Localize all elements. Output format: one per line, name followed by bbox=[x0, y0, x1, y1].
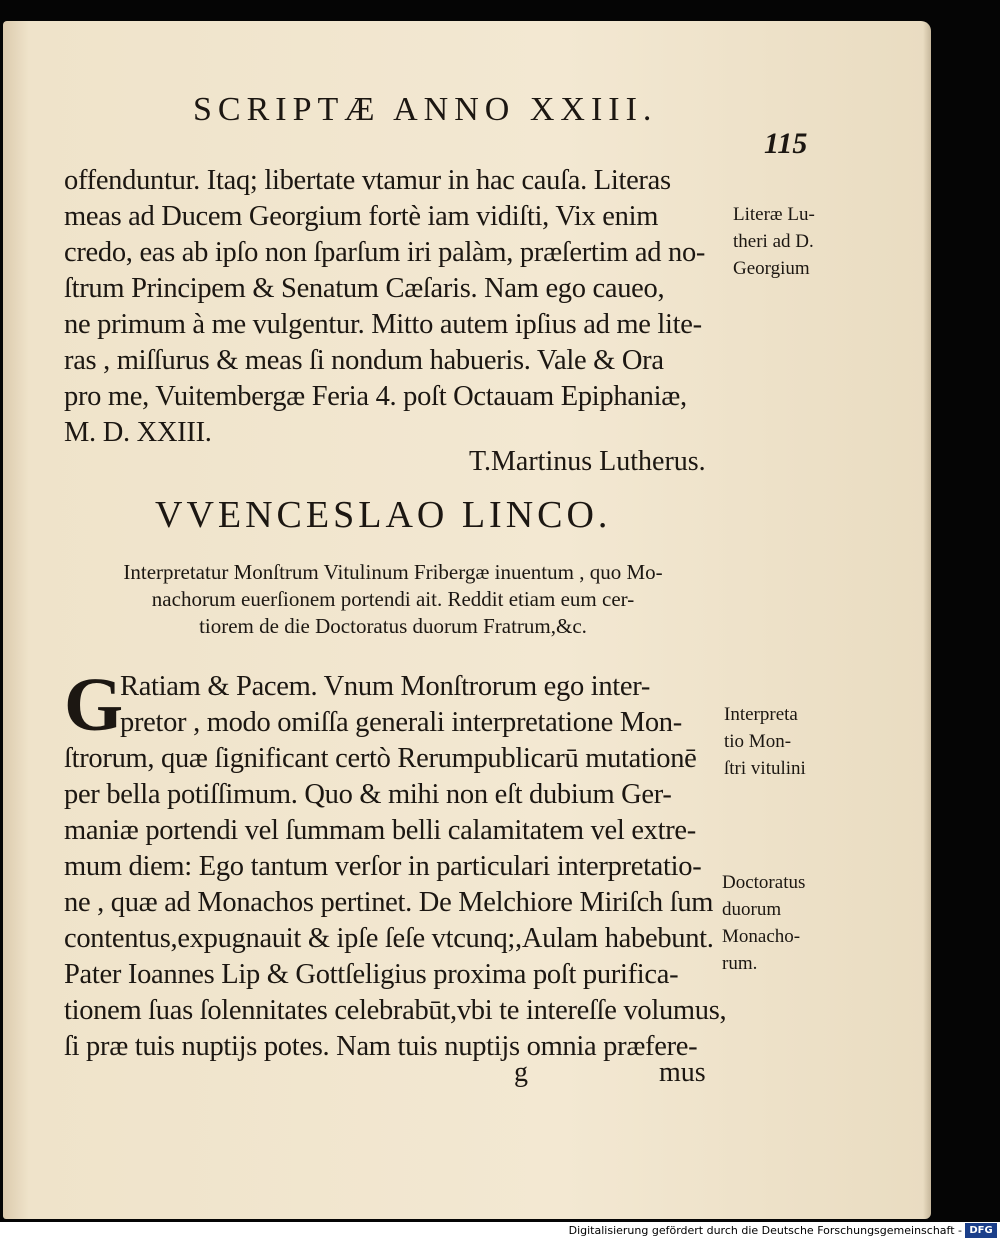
marginal-line: tio Mon- bbox=[724, 731, 792, 752]
text-line: tionem ſuas ſolennitates celebrabūt,vbi te intereſſe volumus, bbox=[64, 995, 727, 1026]
marginal-line: Interpreta bbox=[724, 704, 798, 725]
text-line: mum diem: Ego tantum verſor in particulari interpretatio- bbox=[64, 851, 702, 882]
text-line: maniæ portendi vel ſummam belli calamitatem vel extre- bbox=[64, 815, 696, 846]
marginal-note-literae bbox=[733, 201, 815, 282]
text-line: ſtrorum, quæ ſignificant certò Rerumpublicarū mutationē bbox=[64, 743, 697, 774]
drop-capital: G bbox=[64, 663, 124, 747]
marginal-note-interpretatio bbox=[724, 701, 806, 782]
text-line: pro me, Vuitembergæ Feria 4. poſt Octauam Epiphaniæ, bbox=[64, 381, 687, 412]
summary-line: Interpretatur Monſtrum Vitulinum Fribergæ inuentum , quo Mo- bbox=[123, 560, 663, 584]
letter-2-heading: VVENCESLAO LINCO. bbox=[155, 494, 612, 536]
running-head: SCRIPTÆ ANNO XXIII. bbox=[193, 91, 658, 128]
text-line: offenduntur. Itaq; libertate vtamur in hac cauſa. Literas bbox=[64, 165, 671, 196]
text-line: ſtrum Principem & Senatum Cæſaris. Nam ego caueo, bbox=[64, 273, 665, 304]
text-line: ne , quæ ad Monachos pertinet. De Melchiore Miriſch ſum bbox=[64, 887, 714, 918]
book-page bbox=[3, 21, 931, 1219]
letter-1-signature: T.Martinus Lutherus. bbox=[469, 446, 706, 477]
text-line: ne primum à me vulgentur. Mitto autem ipſius ad me lite- bbox=[64, 309, 702, 340]
letter-1-body bbox=[64, 163, 732, 451]
marginal-line: rum. bbox=[722, 953, 758, 974]
summary-line: nachorum euerſionem portendi ait. Reddit etiam eum cer- bbox=[151, 587, 635, 611]
marginal-line: Georgium bbox=[733, 258, 810, 279]
letter-2-summary bbox=[73, 559, 713, 640]
marginal-note-doctoratus bbox=[722, 869, 805, 977]
text-line: ras , miſſurus & meas ſi nondum habueris. Vale & Ora bbox=[64, 345, 664, 376]
page-number: 115 bbox=[764, 127, 808, 160]
marginal-line: Doctoratus bbox=[722, 872, 806, 893]
marginal-line: Literæ Lu- bbox=[733, 204, 815, 225]
text-line: per bella potiſſimum. Quo & mihi non eſt dubium Ger- bbox=[64, 779, 672, 810]
text-line: M. D. XXIII. bbox=[64, 417, 212, 448]
text-line: ſi præ tuis nuptijs potes. Nam tuis nuptijs omnia præfere- bbox=[64, 1031, 698, 1062]
text-line: pretor , modo omiſſa generali interpretatione Mon- bbox=[120, 707, 682, 738]
summary-line: tiorem de die Doctoratus duorum Fratrum,&c. bbox=[199, 614, 587, 638]
marginal-line: duorum bbox=[722, 899, 782, 920]
marginal-line: ſtri vitulini bbox=[724, 758, 806, 779]
footer-credit-bar bbox=[0, 1222, 1000, 1241]
text-line: credo, eas ab ipſo non ſparſum iri palàm, præſertim ad no- bbox=[64, 237, 706, 268]
text-line: Ratiam & Pacem. Vnum Monſtrorum ego inter- bbox=[120, 671, 651, 702]
text-line: Pater Ioannes Lip & Gottſeligius proxima poſt purifica- bbox=[64, 959, 679, 990]
signature-mark: g bbox=[514, 1057, 528, 1088]
marginal-line: Monacho- bbox=[722, 926, 801, 947]
text-line: meas ad Ducem Georgium fortè iam vidiſti, Vix enim bbox=[64, 201, 659, 232]
letter-2-body bbox=[64, 663, 727, 1065]
page-edge-shadow bbox=[923, 21, 931, 1219]
catchword: mus bbox=[659, 1057, 706, 1088]
marginal-line: theri ad D. bbox=[733, 231, 814, 252]
dfg-logo: DFG bbox=[965, 1223, 997, 1238]
text-line: contentus,expugnauit & ipſe ſeſe vtcunq;,Aulam habebunt. bbox=[64, 923, 714, 954]
funding-credit: Digitalisierung gefördert durch die Deutsche Forschungsgemeinschaft - bbox=[568, 1224, 962, 1237]
